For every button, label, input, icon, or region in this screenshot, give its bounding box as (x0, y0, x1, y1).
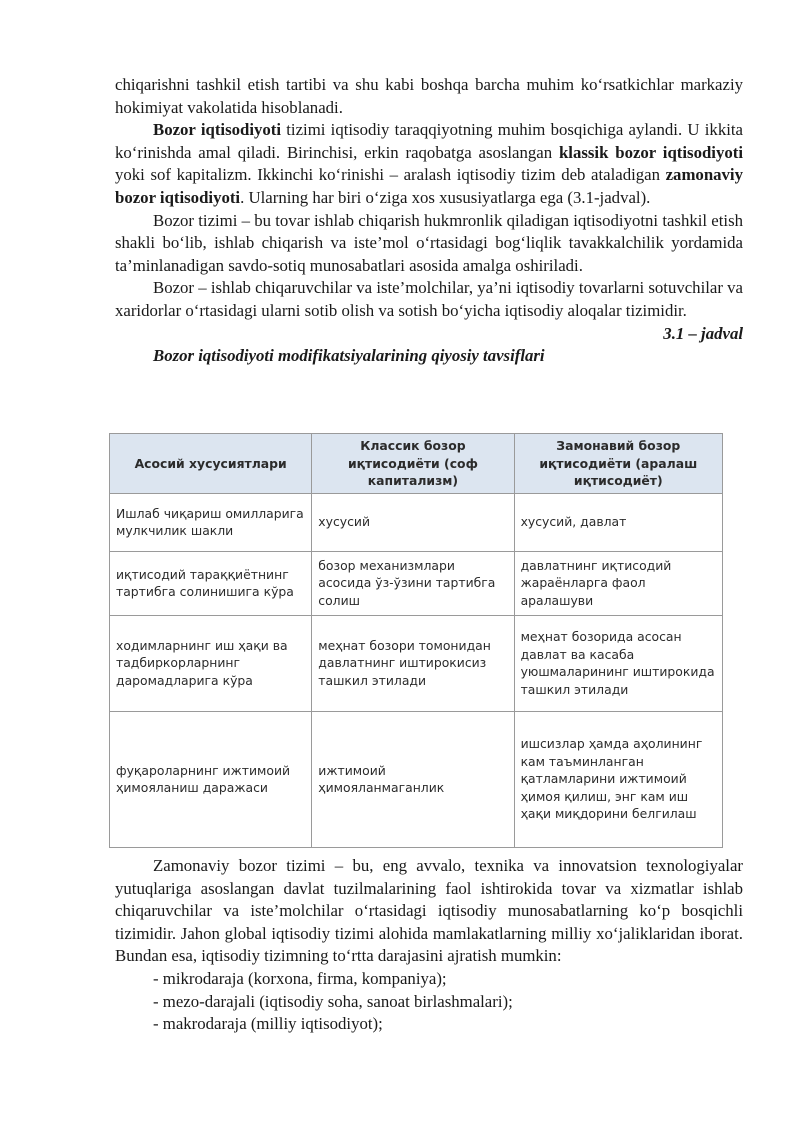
table-cell: хусусий (312, 493, 514, 551)
table-header-cell: Классик бозор иқтисодиёти (соф капитализм) (312, 434, 514, 494)
table-row (110, 493, 723, 551)
table-cell: фуқароларнинг ижтимоий ҳимояланиш даражаси (110, 711, 312, 847)
table-row (110, 615, 723, 711)
table-cell: Ишлаб чиқариш омилларига мулкчилик шакли (110, 493, 312, 551)
table-cell: иқтисодий тараққиётнинг тартибга солинишига кўра (110, 551, 312, 615)
table-cell: хусусий, давлат (514, 493, 722, 551)
table-header-cell: Асосий хусусиятлари (110, 434, 312, 494)
comparison-table-wrapper (109, 433, 723, 848)
table-caption: Bozor iqtisodiyoti modifikatsiyalarining qiyosiy tavsiflari (153, 346, 545, 366)
text-span: yoki sof kapitalizm. Ikkinchi koʻrinishi – aralash iqtisodiy tizim deb ataladigan (115, 165, 666, 185)
table-header-row (110, 434, 723, 494)
bold-term: Bozor iqtisodiyoti (153, 120, 282, 140)
bold-term: zamonaviy bozor iqtisodiyoti (115, 165, 743, 207)
table-cell: ижтимоий ҳимояланмаганлик (312, 711, 514, 847)
paragraph-2 (115, 119, 743, 209)
level-list (115, 968, 743, 1036)
document-bottom (115, 855, 743, 1036)
paragraph-3: Bozor tizimi – bu tovar ishlab chiqarish hukmronlik qiladigan iqtisodiyotni tashkil etish shakli boʻlib, ishlab chiqarish va iste’mol oʻrtasidagi bogʻliqlik tavakkalchilik yordamida ta’minlanadigan savdo-sotiq munosabatlari asosida amalga oshiriladi. (115, 210, 743, 275)
table-cell: меҳнат бозорида асосан давлат ва касаба уюшмаларининг иштирокида ташкил этилади (514, 615, 722, 711)
text-span: . Ularning har biri oʻziga xos xususiyatlarga ega (3.1-jadval). (240, 187, 651, 207)
bold-term: klassik bozor iqtisodiyoti (558, 142, 743, 162)
table-row (110, 551, 723, 615)
table-header-cell: Замонавий бозор иқтисодиёти (аралаш иқтисодиёт) (514, 434, 722, 494)
text-span: tizimi iqtisodiy taraqqiyotning muhim bosqichiga aylandi. U ikkita koʻrinishda amal qiladi. Birinchisi, erkin raqobatga asoslangan (115, 120, 743, 162)
paragraph-5: Zamonaviy bozor tizimi – bu, eng avvalo, texnika va innovatsion texnologiyalar yutuqlariga asoslangan davlat tuzilmalarining faol ishtirokida tovar va xizmatlar ishlab chiqaruvchilar va iste’molchilar oʻrtasidagi iqtisodiy munosabatlarning koʻp bosqichli tizimidir. Jahon global iqtisodiy tizimi alohida mamlakatlarning milliy xoʻjaliklaridan iborat. Bundan esa, iqtisodiy tizimning toʻrtta darajasini ajratish mumkin: (115, 856, 743, 966)
table-row (110, 711, 723, 847)
comparison-table (109, 433, 723, 848)
table-label: 3.1 – jadval (663, 323, 743, 343)
table-cell: давлатнинг иқтисодий жараёнларга фаол аралашуви (514, 551, 722, 615)
document-top (115, 74, 743, 376)
paragraph-1: chiqarishni tashkil etish tartibi va shu kabi boshqa barcha muhim koʻrsatkichlar markaziy hokimiyat vakolatida hisoblanadi. (115, 75, 743, 117)
list-item: - makrodaraja (milliy iqtisodiyot); (153, 1014, 383, 1034)
table-cell: бозор механизмлари асосида ўз-ўзини тартибга солиш (312, 551, 514, 615)
table-cell: ишсизлар ҳамда аҳолининг кам таъминланган қатламларини ижтимоий ҳимоя қилиш, энг кам иш ҳақи миқдорини белгилаш (514, 711, 722, 847)
table-cell: ходимларнинг иш ҳақи ва тадбиркорларнинг даромадларига кўра (110, 615, 312, 711)
paragraph-4: Bozor – ishlab chiqaruvchilar va iste’molchilar, ya’ni iqtisodiy tovarlarni sotuvchilar va xaridorlar oʻrtasidagi ularni sotib olish va sotish boʻyicha iqtisodiy aloqalar tizimidir. (115, 278, 743, 320)
list-item: - mikrodaraja (korxona, firma, kompaniya); (153, 968, 447, 988)
list-item: - mezo-darajali (iqtisodiy soha, sanoat birlashmalari); (153, 991, 513, 1011)
table-cell: меҳнат бозори томонидан давлатнинг иштирокисиз ташкил этилади (312, 615, 514, 711)
